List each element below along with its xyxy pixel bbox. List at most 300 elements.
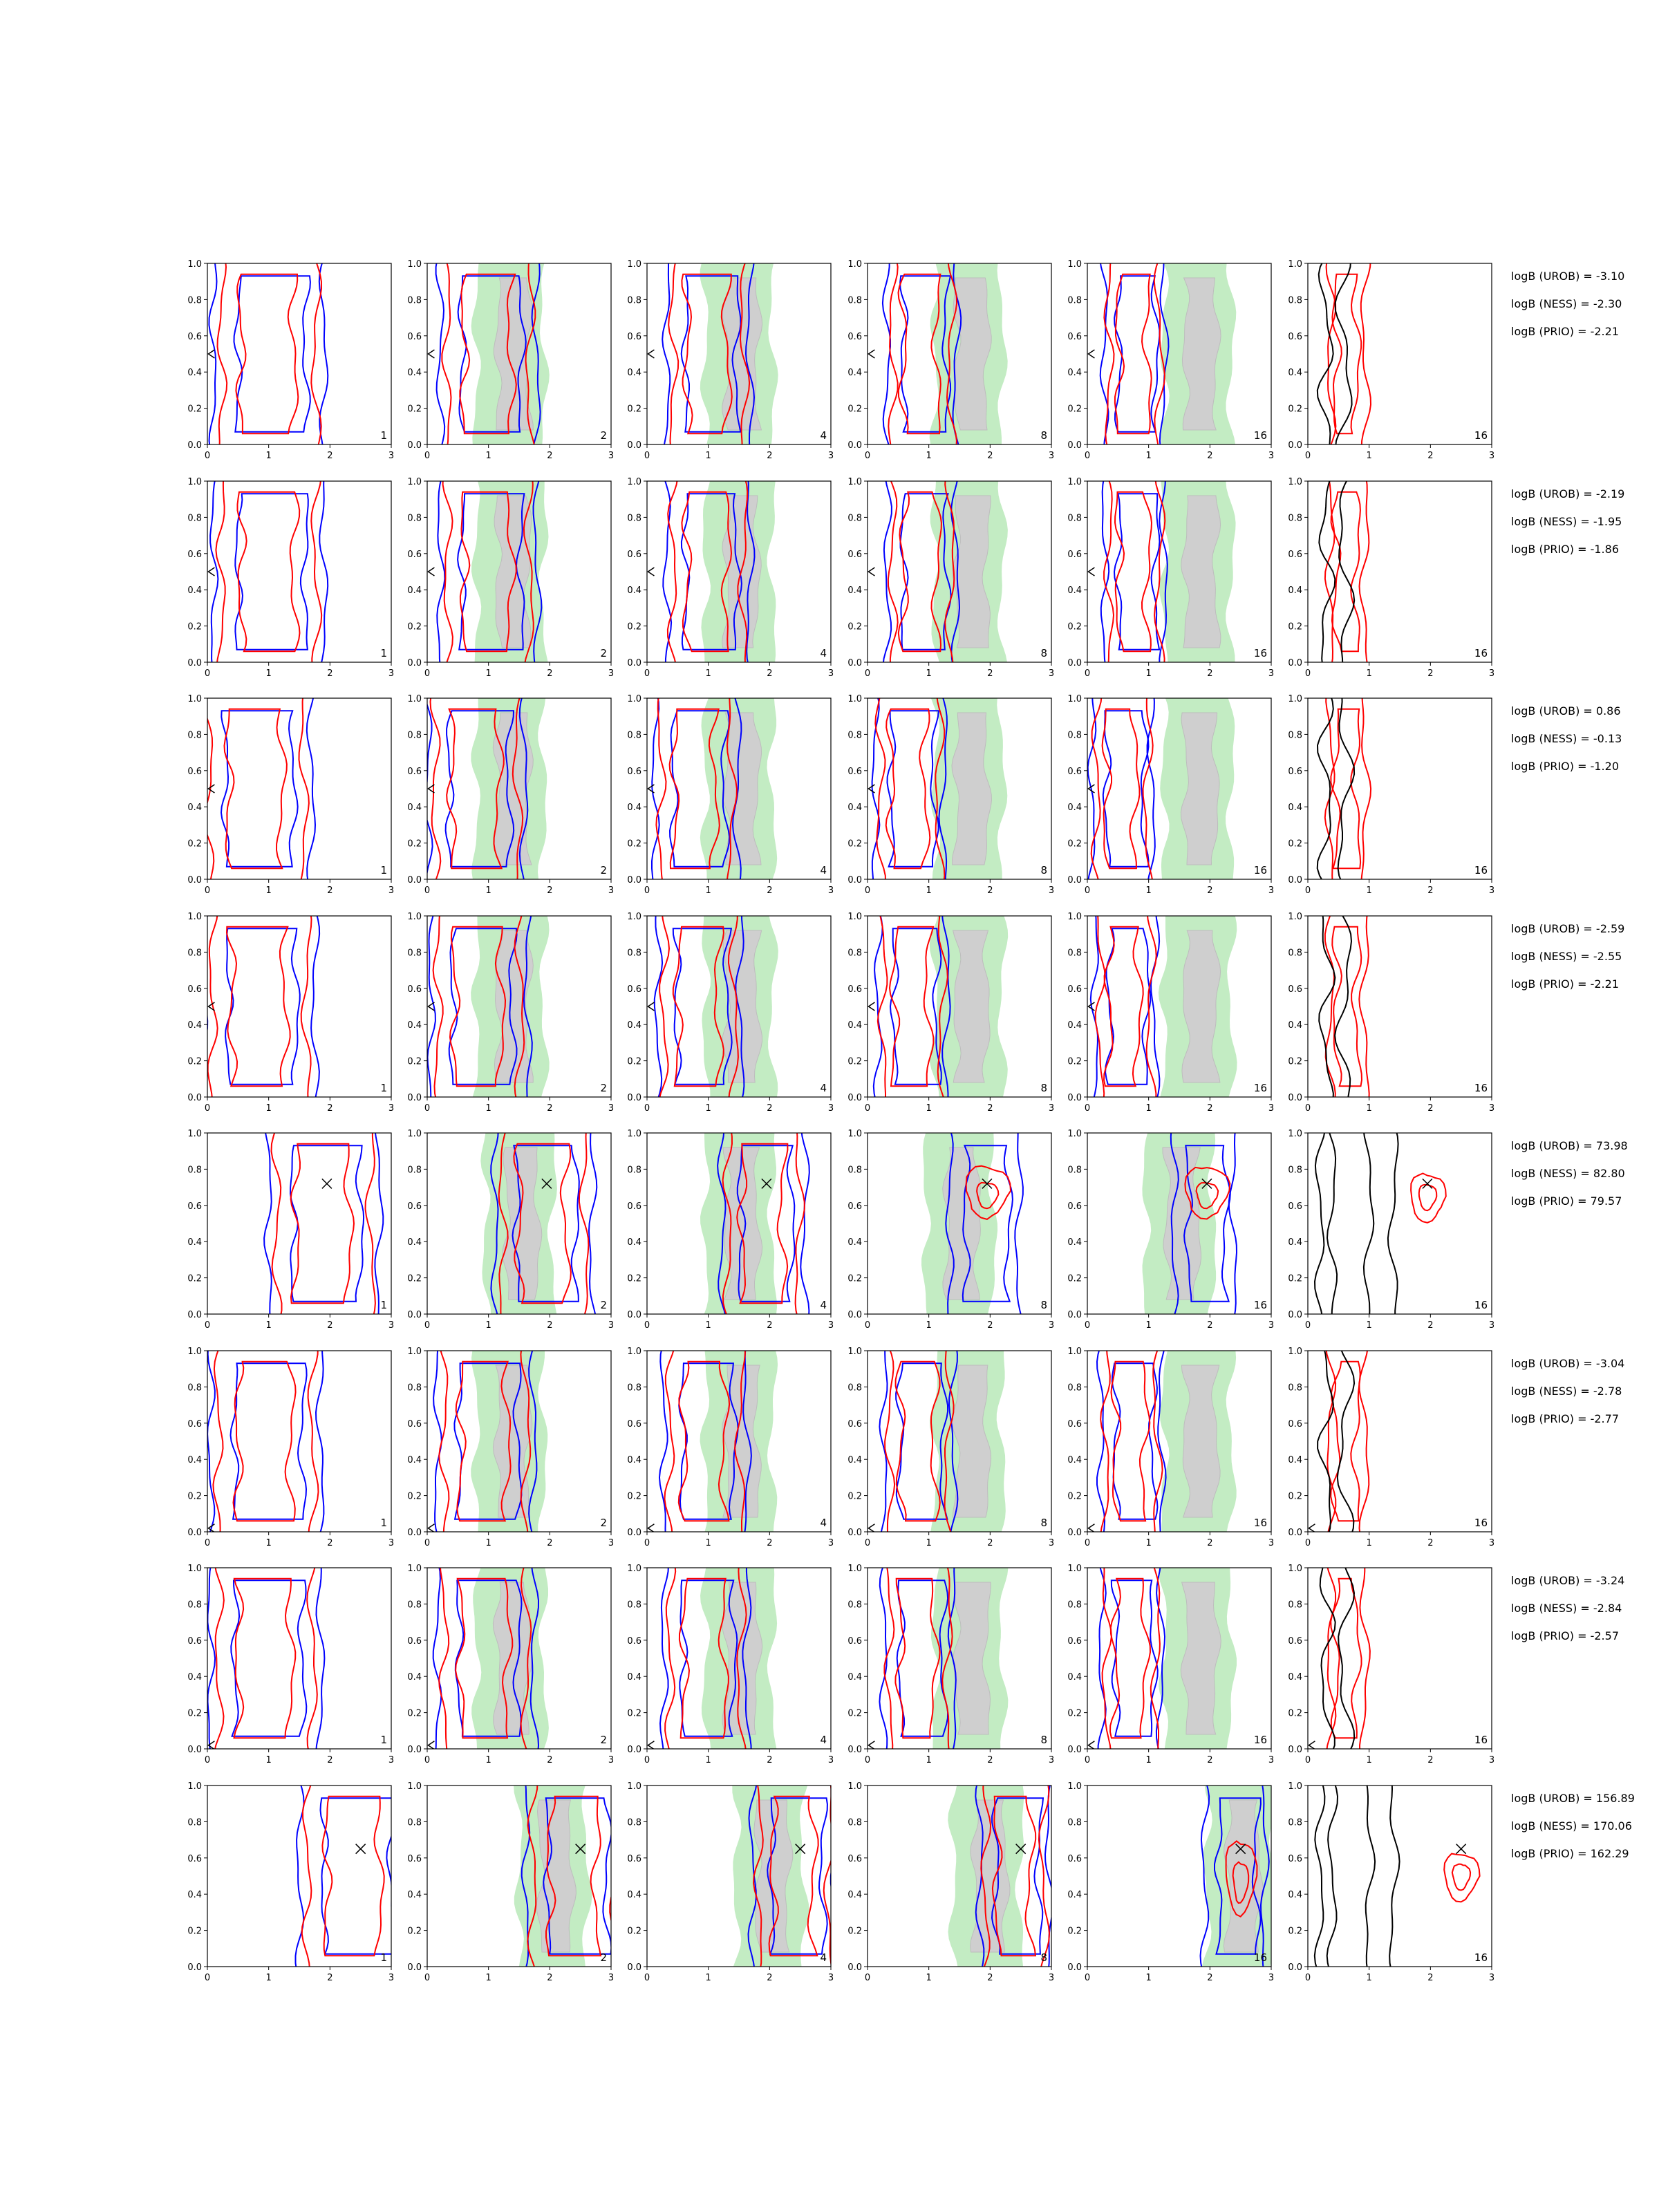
x-tick-label: 0 <box>1304 451 1311 461</box>
y-tick-label: 0.2 <box>187 838 202 850</box>
y-tick-label: 0.2 <box>627 1926 641 1937</box>
y-tick-label: 0.2 <box>1288 1056 1302 1067</box>
x-tick-label: 2 <box>767 668 773 679</box>
red-contour-inner <box>1115 274 1152 434</box>
y-tick-label: 0.0 <box>1067 1093 1082 1103</box>
blue-contour-outer <box>201 695 315 883</box>
logB-ness-row-2: logB (NESS) = -1.95 <box>1511 515 1622 528</box>
y-tick-label: 0.4 <box>627 1020 641 1031</box>
red-contour-outer <box>1326 1347 1369 1535</box>
y-tick-label: 1.0 <box>627 1781 641 1792</box>
corner-label: 8 <box>1040 1734 1047 1746</box>
y-tick-label: 1.0 <box>627 1347 641 1357</box>
x-tick-label: 1 <box>1366 668 1372 679</box>
reference-marker <box>428 568 434 576</box>
logB-prio-row-5: logB (PRIO) = 79.57 <box>1511 1194 1622 1208</box>
logB-prio-row-2: logB (PRIO) = -1.86 <box>1511 543 1619 556</box>
y-tick-label: 0.8 <box>1288 948 1302 959</box>
logB-prio-row-7: logB (PRIO) = -2.57 <box>1511 1629 1619 1642</box>
x-tick-label: 0 <box>1084 1755 1091 1765</box>
x-tick-label: 2 <box>767 1320 773 1331</box>
x-tick-label: 1 <box>1366 885 1372 896</box>
x-tick-label: 0 <box>1304 885 1311 896</box>
y-tick-label: 0.2 <box>187 404 202 415</box>
y-tick-label: 1.0 <box>847 1781 862 1792</box>
y-tick-label: 0.4 <box>187 585 202 597</box>
corner-label: 1 <box>380 647 387 659</box>
red-contour-inner <box>1332 927 1362 1087</box>
y-tick-label: 0.8 <box>1288 730 1302 741</box>
subplot-r4-c5 <box>1067 912 1274 1114</box>
logB-urob-row-7: logB (UROB) = -3.24 <box>1511 1574 1625 1587</box>
y-tick-label: 0.8 <box>187 948 202 959</box>
x-tick-label: 2 <box>547 1538 553 1548</box>
y-tick-label: 0.4 <box>1067 1237 1082 1248</box>
logB-prio-row-4: logB (PRIO) = -2.21 <box>1511 977 1619 991</box>
blue-contour-outer <box>1100 260 1168 448</box>
x-tick-label: 1 <box>1366 1103 1372 1114</box>
y-tick-label: 0.8 <box>187 730 202 741</box>
y-tick-label: 0.6 <box>1067 549 1082 560</box>
corner-label: 1 <box>380 429 387 442</box>
y-tick-label: 1.0 <box>1067 912 1082 922</box>
corner-label: 16 <box>1253 1517 1267 1529</box>
red-contour-inner <box>291 1144 354 1304</box>
x-tick-label: 0 <box>204 1320 211 1331</box>
x-tick-label: 1 <box>926 1755 932 1765</box>
y-tick-label: 0.4 <box>627 1890 641 1901</box>
subplot-r1-c5 <box>1067 259 1274 461</box>
x-tick-label: 2 <box>1207 1320 1213 1331</box>
y-tick-label: 1.0 <box>1288 477 1302 487</box>
corner-label: 8 <box>1040 647 1047 659</box>
y-tick-label: 0.6 <box>407 1635 422 1647</box>
x-tick-label: 1 <box>1145 885 1152 896</box>
red-contour-outer <box>213 1347 318 1535</box>
x-tick-label: 2 <box>547 1103 553 1114</box>
y-tick-label: 1.0 <box>1288 1781 1302 1792</box>
y-tick-label: 0.0 <box>627 1093 641 1103</box>
x-tick-label: 3 <box>388 885 395 896</box>
subplot-r3-c3 <box>627 694 834 896</box>
reference-marker <box>1088 1524 1094 1533</box>
y-tick-label: 0.2 <box>1067 1708 1082 1719</box>
x-tick-label: 3 <box>1488 1320 1495 1331</box>
axes-frame <box>1308 698 1492 879</box>
y-tick-label: 0.2 <box>1067 621 1082 632</box>
red-contour-inner <box>322 1797 384 1956</box>
y-tick-label: 0.6 <box>1288 1201 1302 1212</box>
x-tick-label: 3 <box>1268 1320 1275 1331</box>
x-tick-label: 1 <box>705 451 711 461</box>
y-tick-label: 0.2 <box>407 621 422 632</box>
y-tick-label: 1.0 <box>1288 1347 1302 1357</box>
x-tick-label: 0 <box>864 1320 871 1331</box>
x-tick-label: 3 <box>388 1755 395 1765</box>
subplot-r7-c6 <box>1288 1564 1494 1765</box>
true-value-marker <box>1423 1179 1432 1188</box>
x-tick-label: 1 <box>485 451 491 461</box>
y-tick-label: 0.8 <box>627 513 641 524</box>
y-tick-label: 0.4 <box>407 368 422 379</box>
x-tick-label: 1 <box>265 1755 272 1765</box>
x-tick-label: 2 <box>1427 1973 1434 1983</box>
x-tick-label: 3 <box>1488 668 1495 679</box>
red-contour-inner <box>1331 709 1360 869</box>
reference-marker <box>428 350 434 358</box>
x-tick-label: 3 <box>388 668 395 679</box>
x-tick-label: 0 <box>1084 885 1091 896</box>
x-tick-label: 3 <box>827 1103 834 1114</box>
corner-label: 4 <box>820 1951 827 1964</box>
y-tick-label: 0.4 <box>407 1455 422 1466</box>
subplot-r1-c3 <box>627 259 834 461</box>
x-tick-label: 0 <box>424 1755 431 1765</box>
y-tick-label: 0.8 <box>847 295 862 306</box>
red-contour-outer <box>1104 260 1165 448</box>
x-tick-label: 3 <box>1488 885 1495 896</box>
y-tick-label: 0.6 <box>847 1853 862 1864</box>
y-tick-label: 1.0 <box>1288 912 1302 922</box>
x-tick-label: 1 <box>1366 451 1372 461</box>
corner-label: 2 <box>600 1299 607 1311</box>
y-tick-label: 0.2 <box>847 1056 862 1067</box>
y-tick-label: 0.4 <box>1288 1890 1302 1901</box>
corner-label: 1 <box>380 1299 387 1311</box>
x-tick-label: 1 <box>1145 1973 1152 1983</box>
x-tick-label: 1 <box>926 885 932 896</box>
y-tick-label: 0.4 <box>187 1890 202 1901</box>
y-tick-label: 1.0 <box>847 1564 862 1574</box>
x-tick-label: 3 <box>1268 451 1275 461</box>
y-tick-label: 0.0 <box>407 875 422 885</box>
reference-marker <box>1309 1741 1315 1750</box>
y-tick-label: 1.0 <box>627 1564 641 1574</box>
x-tick-label: 3 <box>1488 1103 1495 1114</box>
subplot-r6-c5 <box>1067 1347 1274 1548</box>
y-tick-label: 0.4 <box>1288 368 1302 379</box>
x-tick-label: 0 <box>204 1538 211 1548</box>
y-tick-label: 0.6 <box>407 549 422 560</box>
y-tick-label: 0.4 <box>407 1237 422 1248</box>
y-tick-label: 0.0 <box>187 875 202 885</box>
x-tick-label: 0 <box>424 1538 431 1548</box>
subplot-r1-c6 <box>1288 259 1494 461</box>
blue-contour-inner <box>1114 494 1160 649</box>
corner-label: 16 <box>1474 429 1488 442</box>
x-tick-label: 3 <box>1268 1973 1275 1983</box>
x-tick-label: 0 <box>204 668 211 679</box>
x-tick-label: 1 <box>926 1320 932 1331</box>
corner-label: 16 <box>1474 1299 1488 1311</box>
corner-label: 16 <box>1253 647 1267 659</box>
y-tick-label: 0.0 <box>407 1745 422 1755</box>
x-tick-label: 2 <box>327 885 333 896</box>
x-tick-label: 2 <box>1427 451 1434 461</box>
y-tick-label: 1.0 <box>407 1129 422 1139</box>
y-tick-label: 0.6 <box>187 1418 202 1430</box>
y-tick-label: 0.0 <box>1288 1528 1302 1538</box>
corner-label: 1 <box>380 1517 387 1529</box>
y-tick-label: 0.6 <box>847 1201 862 1212</box>
y-tick-label: 0.0 <box>627 440 641 451</box>
y-tick-label: 1.0 <box>847 1347 862 1357</box>
subplot-r1-c4 <box>847 259 1054 461</box>
reference-marker <box>648 1741 654 1750</box>
subplot-r5-c2 <box>407 1129 614 1331</box>
x-tick-label: 3 <box>608 668 615 679</box>
x-tick-label: 3 <box>1488 1755 1495 1765</box>
y-tick-label: 0.4 <box>407 803 422 814</box>
x-tick-label: 3 <box>608 1103 615 1114</box>
corner-label: 16 <box>1474 1734 1488 1746</box>
y-tick-label: 0.0 <box>1067 875 1082 885</box>
x-tick-label: 0 <box>864 885 871 896</box>
y-tick-label: 0.0 <box>1067 1528 1082 1538</box>
x-tick-label: 2 <box>1427 885 1434 896</box>
y-tick-label: 0.8 <box>627 1382 641 1394</box>
subplot-r7-c1 <box>187 1564 394 1765</box>
y-tick-label: 0.2 <box>187 1491 202 1502</box>
reference-marker <box>868 1741 874 1750</box>
red-contour-inner <box>234 1362 296 1521</box>
x-tick-label: 0 <box>424 451 431 461</box>
y-tick-label: 0.0 <box>627 1745 641 1755</box>
x-tick-label: 3 <box>1048 1103 1055 1114</box>
x-tick-label: 1 <box>1366 1538 1372 1548</box>
x-tick-label: 1 <box>926 451 932 461</box>
y-tick-label: 0.4 <box>847 585 862 597</box>
subplot-r2-c3 <box>627 477 834 679</box>
subplot-r1-c2 <box>407 259 614 461</box>
x-tick-label: 1 <box>705 668 711 679</box>
x-tick-label: 1 <box>265 451 272 461</box>
x-tick-label: 1 <box>926 1103 932 1114</box>
y-tick-label: 0.8 <box>1067 1600 1082 1611</box>
x-tick-label: 3 <box>1048 668 1055 679</box>
red-contour-inner <box>234 1579 296 1738</box>
y-tick-label: 0.4 <box>1067 1020 1082 1031</box>
x-tick-label: 2 <box>1207 1755 1213 1765</box>
y-tick-label: 0.4 <box>1067 1672 1082 1683</box>
y-tick-label: 0.0 <box>407 440 422 451</box>
x-tick-label: 1 <box>705 1973 711 1983</box>
y-tick-label: 0.8 <box>627 295 641 306</box>
y-tick-label: 0.6 <box>187 1635 202 1647</box>
y-tick-label: 0.4 <box>407 1672 422 1683</box>
y-tick-label: 0.8 <box>847 948 862 959</box>
y-tick-label: 0.2 <box>627 404 641 415</box>
x-tick-label: 3 <box>1268 1538 1275 1548</box>
subplot-r4-c2 <box>407 912 614 1114</box>
y-tick-label: 0.6 <box>847 1418 862 1430</box>
logB-ness-row-6: logB (NESS) = -2.78 <box>1511 1385 1622 1398</box>
corner-label: 16 <box>1253 1082 1267 1094</box>
red-contour-outer <box>1327 1564 1370 1752</box>
x-tick-label: 2 <box>987 1103 993 1114</box>
y-tick-label: 0.8 <box>187 1165 202 1176</box>
axes-frame <box>207 263 391 444</box>
subplot-r8-c1 <box>187 1781 397 1983</box>
y-tick-label: 0.6 <box>1067 331 1082 342</box>
y-tick-label: 0.6 <box>847 766 862 777</box>
x-tick-label: 3 <box>388 1320 395 1331</box>
y-tick-label: 0.4 <box>847 1237 862 1248</box>
x-tick-label: 1 <box>1366 1320 1372 1331</box>
corner-label: 4 <box>820 1517 827 1529</box>
y-tick-label: 0.6 <box>1288 1635 1302 1647</box>
y-tick-label: 1.0 <box>847 912 862 922</box>
y-tick-label: 0.6 <box>1067 1635 1082 1647</box>
corner-label: 2 <box>600 1082 607 1094</box>
corner-label: 16 <box>1253 864 1267 877</box>
y-tick-label: 0.2 <box>847 404 862 415</box>
reference-marker <box>868 568 874 576</box>
x-tick-label: 3 <box>388 1538 395 1548</box>
x-tick-label: 3 <box>1048 1320 1055 1331</box>
x-tick-label: 1 <box>485 668 491 679</box>
y-tick-label: 0.0 <box>627 875 641 885</box>
y-tick-label: 0.4 <box>1288 1020 1302 1031</box>
y-tick-label: 0.6 <box>1288 766 1302 777</box>
y-tick-label: 0.2 <box>1288 621 1302 632</box>
y-tick-label: 0.8 <box>407 948 422 959</box>
y-tick-label: 0.8 <box>187 295 202 306</box>
x-tick-label: 2 <box>1207 885 1213 896</box>
x-tick-label: 2 <box>327 668 333 679</box>
y-tick-label: 0.2 <box>1288 1273 1302 1284</box>
x-tick-label: 2 <box>547 1973 553 1983</box>
y-tick-label: 0.2 <box>1067 1491 1082 1502</box>
reference-marker <box>648 785 654 793</box>
x-tick-label: 1 <box>265 1103 272 1114</box>
corner-label: 8 <box>1040 1517 1047 1529</box>
x-tick-label: 3 <box>827 1973 834 1983</box>
x-tick-label: 1 <box>1145 1755 1152 1765</box>
y-tick-label: 1.0 <box>1067 1347 1082 1357</box>
subplot-r3-c4 <box>847 694 1054 896</box>
x-tick-label: 3 <box>827 451 834 461</box>
y-tick-label: 0.4 <box>847 368 862 379</box>
x-tick-label: 0 <box>1304 1103 1311 1114</box>
x-tick-label: 1 <box>926 668 932 679</box>
logB-urob-row-1: logB (UROB) = -3.10 <box>1511 270 1625 283</box>
y-tick-label: 0.2 <box>627 1491 641 1502</box>
reference-marker <box>208 568 214 576</box>
y-tick-label: 0.6 <box>627 1418 641 1430</box>
y-tick-label: 0.4 <box>1067 1455 1082 1466</box>
x-tick-label: 0 <box>204 1103 211 1114</box>
red-contour-inner <box>1331 492 1360 652</box>
x-tick-label: 2 <box>987 885 993 896</box>
x-tick-label: 2 <box>767 1538 773 1548</box>
x-tick-label: 1 <box>705 1538 711 1548</box>
y-tick-label: 0.8 <box>1067 1817 1082 1828</box>
subplot-r2-c2 <box>407 477 614 679</box>
subplot-r6-c3 <box>627 1347 834 1548</box>
blue-contour-inner <box>1112 1580 1158 1736</box>
x-tick-label: 3 <box>1048 1538 1055 1548</box>
reference-marker <box>208 1002 214 1011</box>
x-tick-label: 3 <box>827 1538 834 1548</box>
y-tick-label: 0.2 <box>627 1708 641 1719</box>
red-contour-outer <box>1411 1174 1446 1223</box>
y-tick-label: 0.8 <box>847 1817 862 1828</box>
y-tick-label: 0.0 <box>1288 440 1302 451</box>
y-tick-label: 0.8 <box>187 513 202 524</box>
y-tick-label: 0.6 <box>627 331 641 342</box>
x-tick-label: 3 <box>1268 668 1275 679</box>
y-tick-label: 0.6 <box>407 984 422 995</box>
y-tick-label: 0.8 <box>1288 1600 1302 1611</box>
x-tick-label: 0 <box>424 1103 431 1114</box>
y-tick-label: 0.0 <box>1288 875 1302 885</box>
y-tick-label: 0.6 <box>847 549 862 560</box>
y-tick-label: 0.8 <box>407 1165 422 1176</box>
y-tick-label: 0.4 <box>187 1672 202 1683</box>
y-tick-label: 0.6 <box>1067 1853 1082 1864</box>
y-tick-label: 0.6 <box>1288 984 1302 995</box>
y-tick-label: 0.6 <box>187 766 202 777</box>
x-tick-label: 0 <box>644 451 650 461</box>
logB-urob-row-5: logB (UROB) = 73.98 <box>1511 1139 1628 1152</box>
corner-label: 1 <box>380 864 387 877</box>
x-tick-label: 0 <box>1304 1320 1311 1331</box>
y-tick-label: 0.2 <box>1067 1056 1082 1067</box>
x-tick-label: 0 <box>424 885 431 896</box>
x-tick-label: 0 <box>1084 1538 1091 1548</box>
y-tick-label: 0.0 <box>847 658 862 668</box>
x-tick-label: 3 <box>608 1320 615 1331</box>
logB-ness-row-8: logB (NESS) = 170.06 <box>1511 1819 1632 1833</box>
x-tick-label: 3 <box>608 1538 615 1548</box>
x-tick-label: 0 <box>864 1755 871 1765</box>
y-tick-label: 0.4 <box>627 368 641 379</box>
y-tick-label: 0.8 <box>847 513 862 524</box>
x-tick-label: 3 <box>1048 1973 1055 1983</box>
x-tick-label: 3 <box>1048 1755 1055 1765</box>
red-contour-inner <box>227 927 290 1087</box>
y-tick-label: 0.4 <box>847 1672 862 1683</box>
x-tick-label: 2 <box>767 885 773 896</box>
y-tick-label: 1.0 <box>1288 1564 1302 1574</box>
corner-label: 8 <box>1040 1082 1047 1094</box>
y-tick-label: 0.6 <box>627 1853 641 1864</box>
y-tick-label: 0.6 <box>1067 1201 1082 1212</box>
y-tick-label: 0.8 <box>1288 513 1302 524</box>
x-tick-label: 2 <box>987 451 993 461</box>
logB-urob-row-8: logB (UROB) = 156.89 <box>1511 1792 1635 1805</box>
y-tick-label: 0.4 <box>627 1672 641 1683</box>
corner-label: 16 <box>1474 1082 1488 1094</box>
x-tick-label: 3 <box>1488 1973 1495 1983</box>
x-tick-label: 2 <box>547 1755 553 1765</box>
x-tick-label: 1 <box>1366 1755 1372 1765</box>
x-tick-label: 3 <box>608 1755 615 1765</box>
x-tick-label: 0 <box>424 1973 431 1983</box>
y-tick-label: 0.6 <box>187 549 202 560</box>
y-tick-label: 1.0 <box>1067 259 1082 270</box>
x-tick-label: 0 <box>864 668 871 679</box>
y-tick-label: 1.0 <box>847 259 862 270</box>
y-tick-label: 0.4 <box>1288 585 1302 597</box>
y-tick-label: 1.0 <box>627 1129 641 1139</box>
x-tick-label: 0 <box>644 1320 650 1331</box>
x-tick-label: 2 <box>1207 1538 1213 1548</box>
red-contour-outer <box>204 695 309 883</box>
x-tick-label: 2 <box>1207 1973 1213 1983</box>
y-tick-label: 0.4 <box>627 1455 641 1466</box>
